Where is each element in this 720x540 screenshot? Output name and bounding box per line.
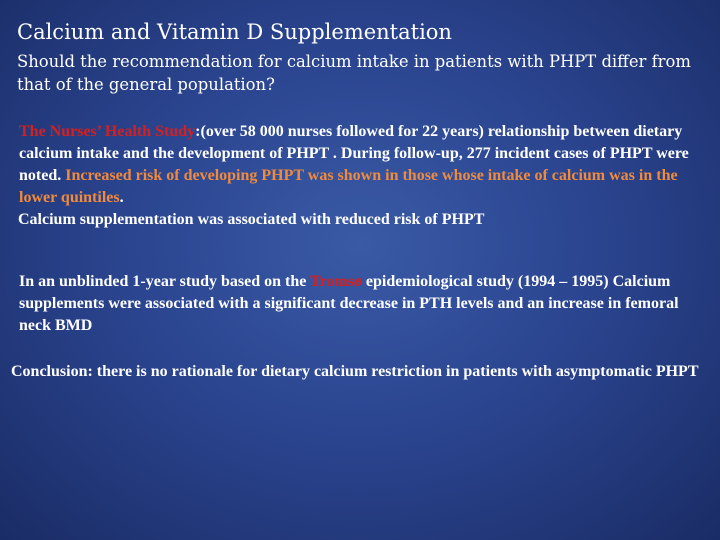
slide-question: Should the recommendation for calcium intake in patients with PHPT differ from that of the general population? (17, 52, 691, 94)
tromso-study-block (11, 271, 711, 337)
lower-quintile-risk-highlight: Increased risk of developing PHPT was shown in those whose intake of calcium was in the lower quintiles (19, 167, 678, 206)
slide-title: Calcium and Vitamin D Supplementation (17, 20, 452, 44)
nurses-health-study-paragraph (11, 121, 711, 209)
conclusion-text: Conclusion: there is no rationale for dietary calcium restriction in patients with asymptomatic PHPT (11, 363, 699, 380)
tromso-study-text-end: epidemiological study (1994 – 1995) Calcium supplements were associated with a significant decrease in PTH levels and an increase in femoral neck BMD (19, 273, 679, 334)
tromso-study-paragraph (11, 271, 711, 337)
conclusion-block (11, 361, 711, 383)
nurses-health-study-text: :(over 58 000 nurses followed for 22 years) relationship between dietary calcium intake and the development of PHPT . During follow-up, 277 incident cases of PHPT were noted. (19, 123, 689, 184)
tromso-study-text-start: In an unblinded 1-year study based on the (19, 273, 311, 290)
supplementation-finding: Calcium supplementation was associated with reduced risk of PHPT (18, 211, 485, 228)
nurses-health-study-period: . (119, 189, 124, 206)
nurses-health-study-block (11, 121, 711, 231)
tromso-study-name: Tromsø (310, 273, 362, 290)
nurses-health-study-name: The Nurses’ Health Study (19, 123, 196, 140)
